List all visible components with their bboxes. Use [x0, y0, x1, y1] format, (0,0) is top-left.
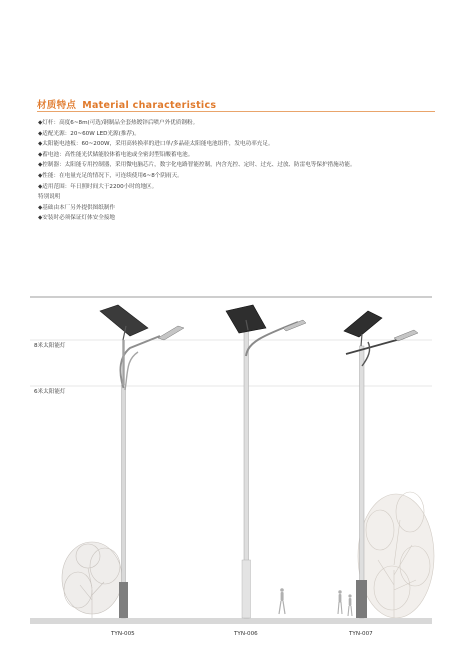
solar-panel	[226, 305, 266, 333]
spec-item-foundation: ◆基础由本厂另外提供图纸制作	[38, 204, 116, 211]
model-label-tyn-006: TYN-006	[234, 631, 258, 637]
lamp-head	[158, 326, 184, 340]
spec-item-pole: ◆灯杆：高度6~8m(可选)钢制品全套热镀锌后喷户外优质钢粉。	[38, 120, 199, 126]
solar-panel	[100, 305, 148, 336]
special-note-heading: 特别说明	[38, 194, 61, 201]
solar-panel	[344, 311, 382, 337]
tree-right	[358, 492, 434, 620]
lamp-head	[394, 330, 418, 341]
street-light-diagram	[0, 286, 464, 646]
pole-base	[356, 580, 367, 618]
section-title	[37, 97, 216, 111]
model-label-tyn-007: TYN-007	[349, 631, 373, 637]
spec-list	[38, 118, 438, 224]
ground	[30, 618, 432, 624]
spec-item-battery: ◆蓄电池：高性能光伏储能胶体蓄电池或全密封型铅酸蓄电池。	[38, 151, 194, 158]
tree-left	[62, 542, 122, 620]
section-title-cn: 材质特点	[37, 100, 77, 111]
spec-item-controller: ◆控制器：太阳能专用控制器，采用微电脑芯片，数字化电路智能控制，内含光控、定时、过充、过放、防雷电等保护措施功能。	[38, 162, 356, 169]
pedestrian-silhouettes	[279, 588, 352, 616]
spec-item-grounding: ◆安装时必须保证灯体安全接地	[38, 215, 116, 222]
spec-item-performance: ◆性能：在电量充足的情况下，可连续使用6~8个阴雨天。	[38, 172, 183, 179]
spec-item-light-source: ◆适配光源：20~60W LED光源(推荐)。	[38, 130, 140, 137]
height-label-6m: 6米太阳能灯	[34, 389, 66, 395]
pole-base	[119, 582, 128, 618]
title-divider	[37, 111, 435, 112]
section-title-en: Material characteristics	[82, 100, 217, 111]
height-label-8m: 8米太阳能灯	[34, 343, 66, 349]
spec-item-application: ◆适用范围：年日照时间大于2200小时的地区。	[38, 183, 158, 190]
street-lamp-tyn-006	[226, 305, 306, 637]
model-label-tyn-005: TYN-005	[111, 631, 135, 637]
pole-base	[242, 560, 251, 618]
spec-item-solar-panel: ◆太阳能电池板：60~200W，采用高转换率的进口单/多晶硅太阳能电池组件，发电功率充足。	[38, 141, 274, 148]
